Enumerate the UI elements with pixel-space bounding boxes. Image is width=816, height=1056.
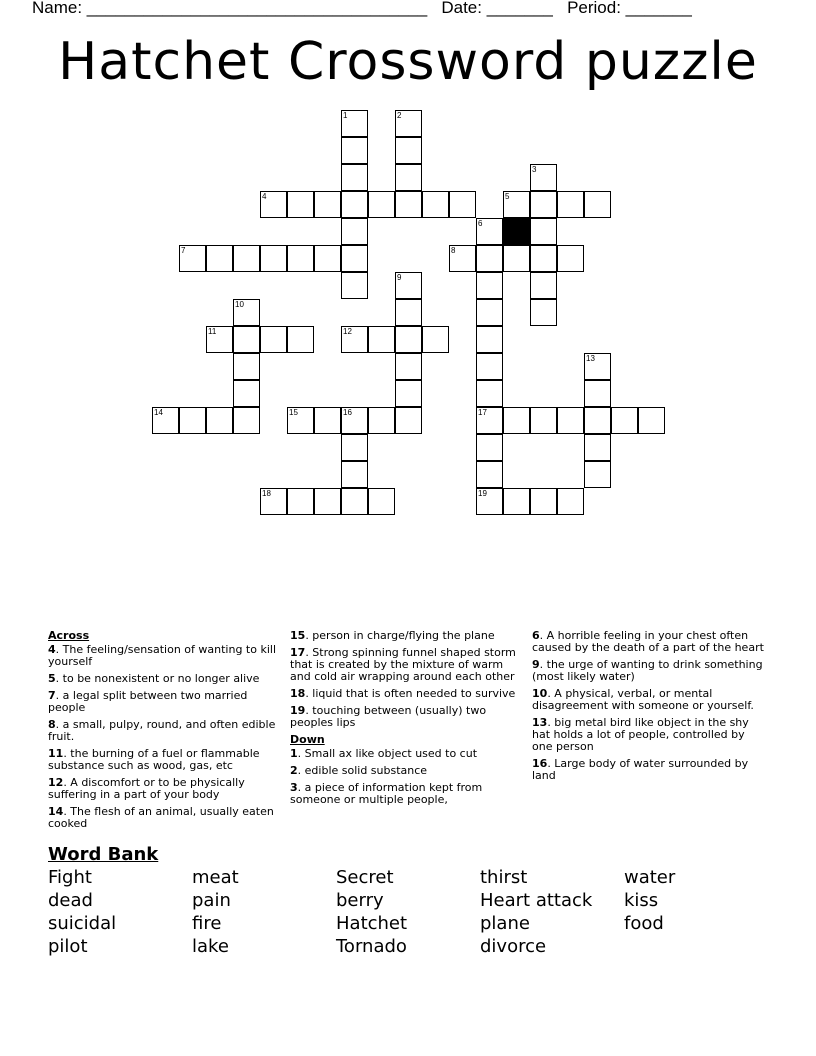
grid-cell[interactable] <box>557 245 584 272</box>
word-bank-item: pain <box>192 890 231 911</box>
grid-cell[interactable] <box>530 488 557 515</box>
clue-number: 16 <box>343 408 352 417</box>
clue-text: . to be nonexistent or no longer alive <box>55 672 260 685</box>
word-bank-item: dead <box>48 890 93 911</box>
clues-column-3 <box>532 630 764 787</box>
clue-number: 18 <box>262 489 271 498</box>
clue-number: 4 <box>262 192 267 201</box>
clue-number: 2 <box>290 764 298 777</box>
clue-number: 1 <box>290 747 298 760</box>
clue-number: 14 <box>48 805 64 818</box>
clue-number: 11 <box>208 327 217 336</box>
clue-item <box>532 688 764 712</box>
grid-cell[interactable] <box>611 407 638 434</box>
grid-cell[interactable] <box>233 326 260 353</box>
grid-cell[interactable] <box>557 191 584 218</box>
clue-number: 15 <box>289 408 298 417</box>
grid-cell[interactable] <box>476 461 503 488</box>
grid-cell[interactable] <box>530 299 557 326</box>
clue-text: . A horrible feeling in your chest often caused by the death of a part of the heart <box>532 629 764 654</box>
word-bank-item: Tornado <box>336 936 407 957</box>
clue-number: 5 <box>48 672 56 685</box>
grid-cell[interactable] <box>233 407 260 434</box>
grid-cell[interactable] <box>530 191 557 218</box>
across-heading: Across <box>48 629 90 642</box>
grid-cell[interactable] <box>584 380 611 407</box>
grid-cell[interactable] <box>476 380 503 407</box>
word-bank-item: Hatchet <box>336 913 408 934</box>
clue-item <box>48 806 276 830</box>
clue-number: 4 <box>48 643 56 656</box>
clue-number: 18 <box>290 687 306 700</box>
clue-number: 12 <box>343 327 352 336</box>
grid-cell[interactable] <box>395 299 422 326</box>
grid-cell[interactable] <box>395 407 422 434</box>
word-bank-item: suicidal <box>48 913 117 934</box>
clue-number: 15 <box>290 629 306 642</box>
grid-cell[interactable] <box>395 326 422 353</box>
clue-number: 9 <box>397 273 402 282</box>
grid-cell[interactable] <box>206 407 233 434</box>
clue-item <box>290 765 522 777</box>
clue-text: . a legal split between two married people <box>48 689 248 714</box>
grid-cell[interactable] <box>584 407 611 434</box>
word-bank-item: pilot <box>48 936 88 957</box>
clue-number: 7 <box>181 246 186 255</box>
clue-text: . the urge of wanting to drink something (most likely water) <box>532 658 763 683</box>
clue-number: 17 <box>478 408 487 417</box>
clue-number: 11 <box>48 747 64 760</box>
grid-cell[interactable] <box>395 353 422 380</box>
grid-cell[interactable] <box>233 353 260 380</box>
date-field[interactable]: Date: _______ <box>441 0 553 17</box>
grid-cell[interactable] <box>638 407 665 434</box>
grid-cell[interactable] <box>287 488 314 515</box>
grid-cell[interactable] <box>557 488 584 515</box>
word-bank-item: Fight <box>48 867 92 888</box>
grid-cell[interactable] <box>584 434 611 461</box>
clue-item <box>48 748 276 772</box>
clue-text: . Large body of water surrounded by land <box>532 757 749 782</box>
grid-cell[interactable] <box>206 245 233 272</box>
clue-text: . The feeling/sensation of wanting to kill yourself <box>48 643 276 668</box>
grid-cell[interactable] <box>530 407 557 434</box>
clue-item <box>290 688 522 700</box>
grid-cell[interactable] <box>233 245 260 272</box>
clue-number: 5 <box>505 192 510 201</box>
grid-cell[interactable] <box>179 407 206 434</box>
clue-number: 6 <box>478 219 483 228</box>
grid-cell[interactable] <box>287 245 314 272</box>
clue-item <box>48 690 276 714</box>
grid-cell[interactable] <box>287 191 314 218</box>
grid-cell[interactable] <box>395 164 422 191</box>
clue-number: 7 <box>48 689 56 702</box>
grid-cell[interactable] <box>503 488 530 515</box>
grid-cell[interactable] <box>422 191 449 218</box>
clue-text: . touching between (usually) two peoples lips <box>290 704 487 729</box>
grid-cell[interactable] <box>314 245 341 272</box>
grid-cell[interactable] <box>476 434 503 461</box>
grid-cell[interactable] <box>476 353 503 380</box>
black-cell <box>503 218 530 245</box>
clue-number: 1 <box>343 111 348 120</box>
grid-cell[interactable] <box>557 407 584 434</box>
word-bank-item: Heart attack <box>480 890 593 911</box>
word-bank-item: divorce <box>480 936 547 957</box>
word-bank-title: Word Bank <box>48 844 159 865</box>
clue-item <box>290 630 522 642</box>
name-field[interactable]: Name: ____________________________________ <box>32 0 428 17</box>
clue-text: . person in charge/flying the plane <box>305 629 495 642</box>
clue-number: 8 <box>48 718 56 731</box>
clue-number: 14 <box>154 408 163 417</box>
clue-item <box>48 777 276 801</box>
clue-number: 9 <box>532 658 540 671</box>
grid-cell[interactable] <box>368 191 395 218</box>
word-bank-item: food <box>624 913 664 934</box>
clue-text: . A discomfort or to be physically suffering in a part of your body <box>48 776 245 801</box>
grid-cell[interactable] <box>476 326 503 353</box>
clue-text: . Small ax like object used to cut <box>297 747 478 760</box>
clue-item <box>290 782 522 806</box>
clue-number: 6 <box>532 629 540 642</box>
clue-number: 10 <box>235 300 244 309</box>
grid-cell[interactable] <box>449 191 476 218</box>
clue-item <box>532 758 764 782</box>
clue-text: . a piece of information kept from someone or multiple people, <box>290 781 483 806</box>
grid-cell[interactable] <box>341 461 368 488</box>
word-bank-item: berry <box>336 890 384 911</box>
clue-number: 2 <box>397 111 402 120</box>
grid-cell[interactable] <box>530 272 557 299</box>
grid-cell[interactable] <box>503 245 530 272</box>
word-bank-item: Secret <box>336 867 394 888</box>
word-bank-item: meat <box>192 867 239 888</box>
grid-cell[interactable] <box>395 137 422 164</box>
grid-cell[interactable] <box>341 164 368 191</box>
grid-cell[interactable] <box>314 407 341 434</box>
clue-number: 16 <box>532 757 548 770</box>
grid-cell[interactable] <box>341 137 368 164</box>
grid-cell[interactable] <box>341 434 368 461</box>
page-title: Hatchet Crossword puzzle <box>58 32 758 92</box>
clue-text: . A physical, verbal, or mental disagreement with someone or yourself. <box>532 687 754 712</box>
grid-cell[interactable] <box>314 191 341 218</box>
word-bank-item: water <box>624 867 676 888</box>
clue-text: . big metal bird like object in the shy hat holds a lot of people, controlled by one person <box>532 716 749 753</box>
grid-cell[interactable] <box>233 380 260 407</box>
clue-number: 19 <box>478 489 487 498</box>
clue-item <box>290 705 522 729</box>
grid-cell[interactable] <box>530 218 557 245</box>
grid-cell[interactable] <box>314 488 341 515</box>
grid-cell[interactable] <box>530 245 557 272</box>
clue-number: 10 <box>532 687 548 700</box>
clue-number: 13 <box>586 354 595 363</box>
grid-cell[interactable] <box>476 272 503 299</box>
clue-item <box>48 673 276 685</box>
grid-cell[interactable] <box>341 245 368 272</box>
grid-cell[interactable] <box>368 326 395 353</box>
clue-number: 8 <box>451 246 456 255</box>
clue-text: . edible solid substance <box>297 764 428 777</box>
clue-item <box>532 717 764 753</box>
word-bank <box>48 866 808 958</box>
clue-text: . Strong spinning funnel shaped storm that is created by the mixture of warm and cold air wrapping around each other <box>290 646 516 683</box>
grid-cell[interactable] <box>368 407 395 434</box>
grid-cell[interactable] <box>368 488 395 515</box>
clue-number: 3 <box>290 781 298 794</box>
clues-column-1 <box>48 630 276 835</box>
grid-cell[interactable] <box>341 191 368 218</box>
down-heading: Down <box>290 733 325 746</box>
grid-cell[interactable] <box>341 218 368 245</box>
clue-item <box>532 630 764 654</box>
grid-cell[interactable] <box>422 326 449 353</box>
clue-item <box>290 647 522 683</box>
clue-number: 12 <box>48 776 64 789</box>
clue-text: . The flesh of an animal, usually eaten cooked <box>48 805 274 830</box>
clue-text: . a small, pulpy, round, and often edible fruit. <box>48 718 276 743</box>
word-bank-item: thirst <box>480 867 528 888</box>
word-bank-item: fire <box>192 913 222 934</box>
grid-cell[interactable] <box>341 488 368 515</box>
clue-number: 13 <box>532 716 548 729</box>
clue-item <box>48 644 276 668</box>
clue-number: 19 <box>290 704 306 717</box>
clue-number: 17 <box>290 646 306 659</box>
clues-column-2 <box>290 630 522 811</box>
grid-cell[interactable] <box>476 299 503 326</box>
clue-item <box>532 659 764 683</box>
clue-item <box>48 719 276 743</box>
grid-cell[interactable] <box>503 407 530 434</box>
clue-item <box>290 748 522 760</box>
clue-text: . liquid that is often needed to survive <box>305 687 516 700</box>
grid-cell[interactable] <box>395 380 422 407</box>
grid-cell[interactable] <box>260 245 287 272</box>
grid-cell[interactable] <box>287 326 314 353</box>
grid-cell[interactable] <box>341 272 368 299</box>
clue-number: 3 <box>532 165 537 174</box>
word-bank-item: lake <box>192 936 229 957</box>
period-field[interactable]: Period: _______ <box>567 0 692 17</box>
word-bank-item: kiss <box>624 890 659 911</box>
grid-cell[interactable] <box>476 245 503 272</box>
grid-cell[interactable] <box>260 326 287 353</box>
word-bank-item: plane <box>480 913 530 934</box>
grid-cell[interactable] <box>584 461 611 488</box>
grid-cell[interactable] <box>584 191 611 218</box>
grid-cell[interactable] <box>395 191 422 218</box>
clue-text: . the burning of a fuel or flammable substance such as wood, gas, etc <box>48 747 260 772</box>
